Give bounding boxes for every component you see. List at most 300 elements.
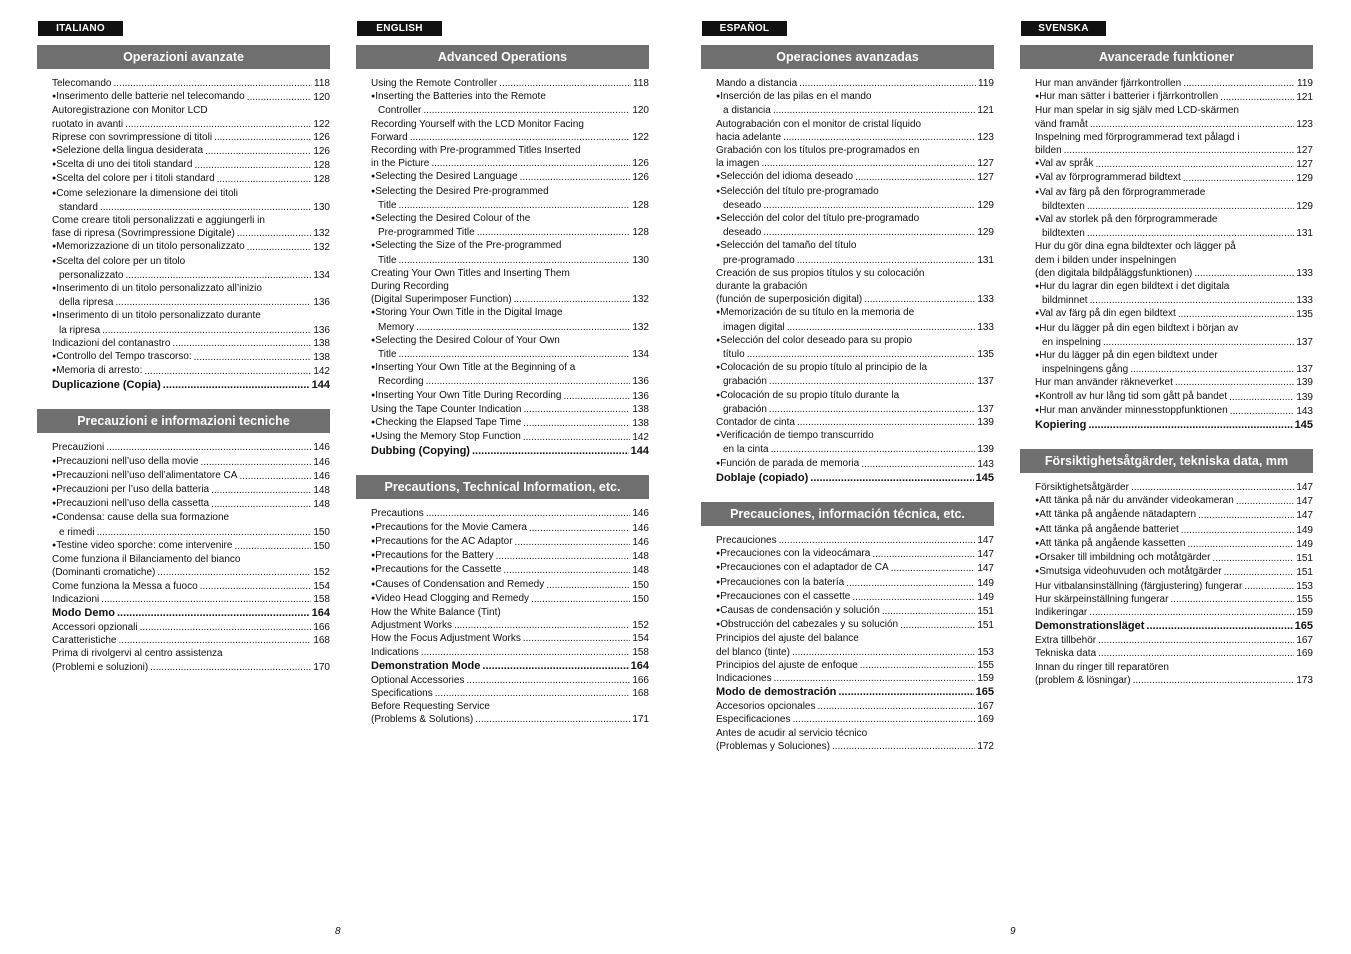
page-reference: 158	[313, 593, 330, 605]
toc-entry	[716, 212, 994, 239]
page-reference: 167	[1296, 635, 1313, 647]
dot-leader	[769, 403, 975, 416]
entry-text: ● Selección del color deseado para su propio	[716, 334, 912, 348]
entry-text: Contador de cinta	[716, 417, 795, 429]
dot-leader	[783, 131, 975, 144]
page-reference: 170	[313, 661, 330, 673]
toc-entry	[52, 77, 330, 90]
page-reference: 151	[977, 605, 994, 617]
entry-text: ● Inserimento di un titolo personalizzato all’inizio	[52, 282, 262, 296]
entry-text: ● Val av storlek på den förprogrammerade	[1035, 213, 1217, 227]
dot-leader	[818, 700, 976, 713]
dot-leader	[217, 173, 312, 186]
dot-leader	[531, 593, 630, 606]
section-heading: Försiktighetsåtgärder, tekniska data, mm	[1020, 449, 1313, 473]
page-reference: 128	[313, 174, 330, 186]
toc-entry	[716, 659, 994, 672]
dot-leader	[852, 591, 975, 604]
dot-leader	[466, 674, 630, 687]
page-reference: 151	[1296, 567, 1313, 579]
entry-text: bildminnet	[1042, 295, 1088, 307]
page-reference: 144	[630, 445, 649, 458]
page-reference: 153	[1296, 580, 1313, 592]
dot-leader	[477, 226, 631, 239]
page-reference: 127	[977, 158, 994, 170]
dot-leader	[864, 293, 975, 306]
entry-text: in the Picture	[371, 158, 430, 170]
entry-text: (Problemas y Soluciones)	[716, 740, 830, 752]
toc-entry	[52, 621, 330, 634]
toc-entry	[1035, 280, 1313, 307]
page-reference: 154	[313, 580, 330, 592]
entry-text: Creating Your Own Titles and Inserting Them	[371, 267, 570, 279]
page-reference: 133	[977, 321, 994, 333]
toc-entry	[371, 507, 649, 520]
page-reference: 148	[313, 499, 330, 511]
entry-text: ● Val av språk	[1035, 157, 1094, 171]
toc-entry	[716, 632, 994, 658]
page-reference: 132	[313, 228, 330, 240]
entry-text: Caratteristiche	[52, 635, 117, 647]
toc-entry	[52, 131, 330, 144]
dot-leader	[211, 498, 311, 511]
page-reference: 166	[632, 674, 649, 686]
entry-text: Precautions	[371, 508, 424, 520]
toc-entry	[716, 334, 994, 361]
entry-text: ● Condensa: cause della sua formazione	[52, 511, 229, 525]
dot-leader	[1220, 91, 1294, 104]
toc-entry-major	[716, 471, 994, 486]
toc-entry	[1035, 494, 1313, 508]
toc-entry-major	[1035, 619, 1313, 634]
dot-leader	[832, 740, 975, 753]
toc-entry	[371, 632, 649, 645]
dot-leader	[900, 619, 975, 632]
entry-text: Principios del ajuste del balance	[716, 633, 859, 645]
page-reference: 130	[313, 201, 330, 213]
entry-text: (Problemi e soluzioni)	[52, 661, 149, 673]
page-reference: 169	[1296, 648, 1313, 660]
toc-entry	[371, 578, 649, 592]
section-entries	[356, 69, 649, 465]
entry-text: Dubbing (Copying)	[371, 445, 470, 458]
entry-text: ● Hur du lägger på din egen bildtext under	[1035, 349, 1218, 363]
page-reference: 164	[630, 659, 649, 672]
toc-entry	[52, 309, 330, 336]
toc-entry	[716, 618, 994, 632]
toc-entry	[716, 561, 994, 575]
toc-entry	[1035, 376, 1313, 389]
dot-leader	[97, 526, 312, 539]
dot-leader	[117, 606, 310, 621]
entry-text: ● Val av färg på den förprogrammerade	[1035, 186, 1205, 200]
entry-text: Using the Remote Controller	[371, 78, 498, 89]
entry-text: Modo de demostración	[716, 686, 837, 699]
entry-text: Prima di rivolgervi al centro assistenza	[52, 648, 223, 660]
toc-entry	[1035, 537, 1313, 551]
entry-text: Innan du ringer till reparatören	[1035, 661, 1169, 673]
dot-leader	[399, 254, 631, 267]
dot-leader	[523, 632, 630, 645]
toc-entry-major	[52, 378, 330, 393]
dot-leader	[520, 171, 631, 184]
entry-text: Indicaciones	[716, 672, 772, 684]
dot-leader	[125, 118, 311, 131]
entry-text: dem i bilden under inspelningen	[1035, 254, 1177, 266]
toc-entry	[1035, 634, 1313, 647]
toc-entry	[52, 364, 330, 378]
toc-entry	[52, 350, 330, 364]
toc-entry	[52, 158, 330, 172]
entry-text: inspelningens gång	[1042, 364, 1129, 376]
entry-text: ● Precautions for the Cassette	[371, 563, 501, 577]
page-reference: 147	[977, 534, 994, 546]
entry-text: ● Scelta del colore per i titoli standard	[52, 172, 215, 186]
toc-entry	[716, 590, 994, 604]
page-reference: 171	[632, 714, 649, 726]
page-reference: 126	[313, 146, 330, 158]
page-reference: 145	[1294, 419, 1313, 432]
dot-leader	[214, 131, 311, 144]
page-reference: 146	[632, 536, 649, 548]
entry-text: della ripresa	[59, 297, 114, 309]
dot-leader	[125, 269, 311, 282]
section-heading: Avancerade funktioner	[1020, 45, 1313, 69]
entry-text: ● Colocación de su propio título al principio de la	[716, 361, 927, 375]
page-reference: 122	[313, 118, 330, 130]
entry-text: Hur skärpeinställning fungerar	[1035, 593, 1169, 605]
page-reference: 137	[977, 376, 994, 388]
toc-entry	[1035, 349, 1313, 376]
entry-text: en inspelning	[1042, 336, 1101, 348]
entry-text: pre-programado	[723, 254, 795, 266]
toc-entry	[52, 441, 330, 454]
section-heading: Precauciones, información técnica, etc.	[701, 502, 994, 526]
entry-text: ● Precautions for the Movie Camera	[371, 521, 527, 535]
toc-section	[1020, 449, 1313, 693]
entry-text: ● Scelta di uno dei titoli standard	[52, 158, 192, 172]
toc-entry	[52, 104, 330, 130]
entry-text: ● Selezione della lingua desiderata	[52, 144, 203, 158]
page-reference: 150	[313, 526, 330, 538]
entry-text: Indicazioni del contanastro	[52, 337, 171, 349]
dot-leader	[482, 659, 628, 674]
entry-text: Pre-programmed Title	[378, 227, 475, 239]
dot-leader	[1064, 144, 1295, 157]
page-reference: 147	[1296, 510, 1313, 522]
entry-text: During Recording	[371, 281, 449, 293]
toc-entry	[1035, 307, 1313, 321]
page-reference: 146	[313, 456, 330, 468]
entry-text: ● Precauzioni per l’uso della batteria	[52, 483, 209, 497]
toc-entry	[371, 646, 649, 659]
entry-text: Controller	[378, 105, 422, 117]
page-reference: 172	[977, 740, 994, 752]
entry-text: en la cinta	[723, 444, 769, 456]
entry-text: ● Att tänka på angående nätadaptern	[1035, 508, 1196, 522]
toc-entry	[716, 361, 994, 388]
toc-entry	[716, 239, 994, 266]
page-reference: 149	[977, 577, 994, 589]
page-reference: 158	[632, 646, 649, 658]
entry-text: Title	[378, 254, 397, 266]
toc-entry	[1035, 481, 1313, 494]
column-svenska	[1020, 18, 1313, 693]
toc-entry	[1035, 131, 1313, 157]
entry-text: ● Att tänka på angående batteriet	[1035, 523, 1179, 537]
dot-leader	[792, 646, 975, 659]
dot-leader	[1183, 172, 1295, 185]
dot-leader	[163, 378, 310, 393]
entry-text: ● Hur du lägger på din egen bildtext i början av	[1035, 322, 1238, 336]
page-reference: 134	[632, 349, 649, 361]
entry-text: Precauzioni	[52, 442, 105, 454]
entry-text: ● Precauzioni nell’uso della movie	[52, 455, 199, 469]
toc-entry	[52, 90, 330, 104]
entry-text: título	[723, 349, 745, 361]
toc-entry	[52, 144, 330, 158]
entry-text: Kopiering	[1035, 419, 1087, 432]
toc-entry	[716, 185, 994, 212]
entry-text: ● Verificación de tiempo transcurrido	[716, 429, 874, 443]
dot-leader	[201, 456, 312, 469]
section-entries	[37, 69, 330, 399]
dot-leader	[855, 171, 975, 184]
toc-entry-major	[52, 606, 330, 621]
toc-entry	[1035, 171, 1313, 185]
entry-text: Indications	[371, 646, 419, 658]
toc-entry	[1035, 580, 1313, 593]
entry-text: Principios del ajuste de enfoque	[716, 659, 858, 671]
page-reference: 168	[313, 635, 330, 647]
dot-leader	[773, 104, 976, 117]
dot-leader	[546, 579, 630, 592]
dot-leader	[563, 390, 630, 403]
entry-text: ruotato in avanti	[52, 118, 124, 130]
toc-section	[1020, 45, 1313, 439]
toc-section	[37, 45, 330, 399]
entry-text: ● Inserting Your Own Title at the Beginning of a	[371, 361, 575, 375]
dot-leader	[872, 548, 975, 561]
toc-entry	[52, 539, 330, 553]
toc-entry	[52, 172, 330, 186]
dot-leader	[101, 593, 311, 606]
entry-text: deseado	[723, 199, 762, 211]
dot-leader	[200, 580, 312, 593]
toc-entry	[371, 77, 649, 90]
toc-entry	[52, 187, 330, 214]
dot-leader	[475, 713, 630, 726]
page-reference: 136	[313, 324, 330, 336]
page-reference: 150	[632, 579, 649, 591]
page-reference: 146	[313, 470, 330, 482]
page-reference: 121	[977, 105, 994, 117]
toc-entry	[1035, 523, 1313, 537]
entry-text: grabación	[723, 403, 767, 415]
toc-entry	[52, 455, 330, 469]
dot-leader	[399, 348, 631, 361]
entry-text: Doblaje (copiado)	[716, 471, 809, 484]
toc-entry	[52, 511, 330, 538]
entry-text: ● Precauciones con la batería	[716, 576, 844, 590]
entry-text: Autograbación con el monitor de cristal líquido	[716, 118, 922, 130]
page-reference: 132	[313, 242, 330, 254]
page-reference: 129	[1296, 200, 1313, 212]
page-reference: 149	[977, 591, 994, 603]
page-reference: 151	[1296, 553, 1313, 565]
entry-text: ● Precautions for the AC Adaptor	[371, 535, 513, 549]
toc-entry	[52, 593, 330, 606]
entry-text: Recording Yourself with the LCD Monitor Facing	[371, 118, 584, 130]
toc-entry	[716, 429, 994, 456]
toc-entry	[1035, 390, 1313, 404]
page-reference: 119	[1297, 78, 1313, 89]
dot-leader	[140, 621, 312, 634]
dot-leader	[787, 321, 976, 334]
section-entries	[1020, 473, 1313, 693]
dot-leader	[499, 77, 631, 90]
page-reference: 138	[313, 352, 330, 364]
entry-text: ● Precauciones con la videocámara	[716, 547, 870, 561]
dot-leader	[779, 534, 976, 547]
page-reference: 142	[313, 366, 330, 378]
page-reference: 128	[632, 227, 649, 239]
page-reference: 146	[313, 442, 330, 454]
dot-leader	[882, 605, 976, 618]
entry-text: la ripresa	[59, 324, 101, 336]
page-reference: 148	[632, 565, 649, 577]
entry-text: ● Orsaker till imbildning och motåtgärder	[1035, 551, 1210, 565]
entry-text: ● Inserting the Batteries into the Remote	[371, 90, 546, 104]
entry-text: bildtexten	[1042, 228, 1085, 240]
section-heading: Advanced Operations	[356, 45, 649, 69]
page-reference: 126	[632, 172, 649, 184]
dot-leader	[144, 365, 311, 378]
page-reference: 129	[977, 199, 994, 211]
toc-entry	[52, 469, 330, 483]
page-reference: 151	[977, 620, 994, 632]
page-reference: 130	[632, 254, 649, 266]
page-reference: 147	[977, 563, 994, 575]
dot-leader	[529, 522, 630, 535]
entry-text: Title	[378, 349, 397, 361]
entry-text: (Digital Superimposer Function)	[371, 294, 512, 306]
toc-entry	[371, 549, 649, 563]
entry-text: Tekniska data	[1035, 648, 1097, 660]
entry-text: ● Precautions for the Battery	[371, 549, 494, 563]
page-reference: 165	[975, 686, 994, 699]
toc-entry	[1035, 593, 1313, 606]
entry-text: ● Función de parada de memoria	[716, 457, 859, 471]
page-reference: 155	[977, 659, 994, 671]
page-reference: 146	[632, 522, 649, 534]
dot-leader	[523, 431, 630, 444]
page-reference: 118	[633, 78, 649, 89]
toc-entry	[716, 416, 994, 429]
page-reference: 147	[1296, 482, 1313, 494]
dot-leader	[797, 254, 976, 267]
dot-leader	[1187, 538, 1294, 551]
toc-entry	[716, 457, 994, 471]
dot-leader	[237, 227, 311, 240]
entry-text: Memory	[378, 321, 415, 333]
section-entries	[701, 526, 994, 759]
page-reference: 131	[1296, 228, 1313, 240]
page-reference: 129	[977, 227, 994, 239]
entry-text: ● Smutsiga videohuvuden och motåtgärder	[1035, 565, 1222, 579]
dot-leader	[1130, 363, 1294, 376]
page-reference: 145	[975, 471, 994, 484]
dot-leader	[399, 199, 631, 212]
toc-entry	[1035, 647, 1313, 660]
dot-leader	[797, 416, 975, 429]
toc-entry	[52, 255, 330, 282]
entry-text: ● Precauzioni nell’uso della cassetta	[52, 497, 209, 511]
entry-text: Accesorios opcionales	[716, 701, 816, 713]
entry-text: bildtexten	[1042, 200, 1085, 212]
entry-text: Come creare titoli personalizzati e aggiungerli in	[52, 215, 265, 227]
entry-text: Hur man spelar in sig själv med LCD-skärmen	[1035, 105, 1239, 117]
dot-leader	[523, 403, 630, 416]
entry-text: ● Att tänka på angående kassetten	[1035, 537, 1185, 551]
entry-text: ● Precauciones con el cassette	[716, 590, 850, 604]
toc-entry-major	[371, 659, 649, 674]
entry-text: vänd framåt	[1035, 118, 1088, 130]
language-tab: ITALIANO	[38, 21, 123, 36]
toc-entry	[371, 606, 649, 632]
section-heading: Operazioni avanzate	[37, 45, 330, 69]
page-reference: 173	[1296, 674, 1313, 686]
dot-leader	[799, 77, 976, 90]
page-reference: 137	[1296, 364, 1313, 376]
page-number-left: 8	[335, 926, 341, 937]
dot-leader	[515, 536, 631, 549]
page-reference: 131	[977, 254, 994, 266]
toc-entry	[716, 604, 994, 618]
page-reference: 133	[1296, 267, 1313, 279]
page-reference: 134	[313, 269, 330, 281]
toc-entry	[1035, 508, 1313, 522]
dot-leader	[454, 619, 630, 632]
toc-entry	[52, 497, 330, 511]
dot-leader	[792, 713, 975, 726]
toc-section	[37, 409, 330, 679]
dot-leader	[838, 685, 973, 700]
entry-text: ● Selecting the Desired Pre-programmed	[371, 185, 549, 199]
entry-text: ● Inserting Your Own Title During Recording	[371, 389, 561, 403]
entry-text: deseado	[723, 227, 762, 239]
dot-leader	[423, 104, 630, 117]
entry-text: standard	[59, 201, 98, 213]
entry-text: Indikeringar	[1035, 606, 1088, 618]
page-reference: 138	[632, 418, 649, 430]
toc-entry	[371, 535, 649, 549]
page-reference: 133	[977, 294, 994, 306]
page-reference: 149	[1296, 538, 1313, 550]
page-reference: 129	[1296, 173, 1313, 185]
toc-entry	[1035, 661, 1313, 687]
toc-entry	[371, 239, 649, 266]
page-reference: 127	[1296, 145, 1313, 157]
page-reference: 143	[977, 458, 994, 470]
toc-entry	[1035, 322, 1313, 349]
entry-text: ● Att tänka på när du använder videokameran	[1035, 494, 1234, 508]
dot-leader	[891, 562, 976, 575]
entry-text: Antes de acudir al servicio técnico	[716, 727, 868, 739]
entry-text: ● Selecting the Desired Colour of the	[371, 212, 530, 226]
entry-text: Hur vitbalansinställning (färgjustering) fungerar	[1035, 580, 1243, 592]
entry-text: (función de superposición digital)	[716, 294, 863, 306]
